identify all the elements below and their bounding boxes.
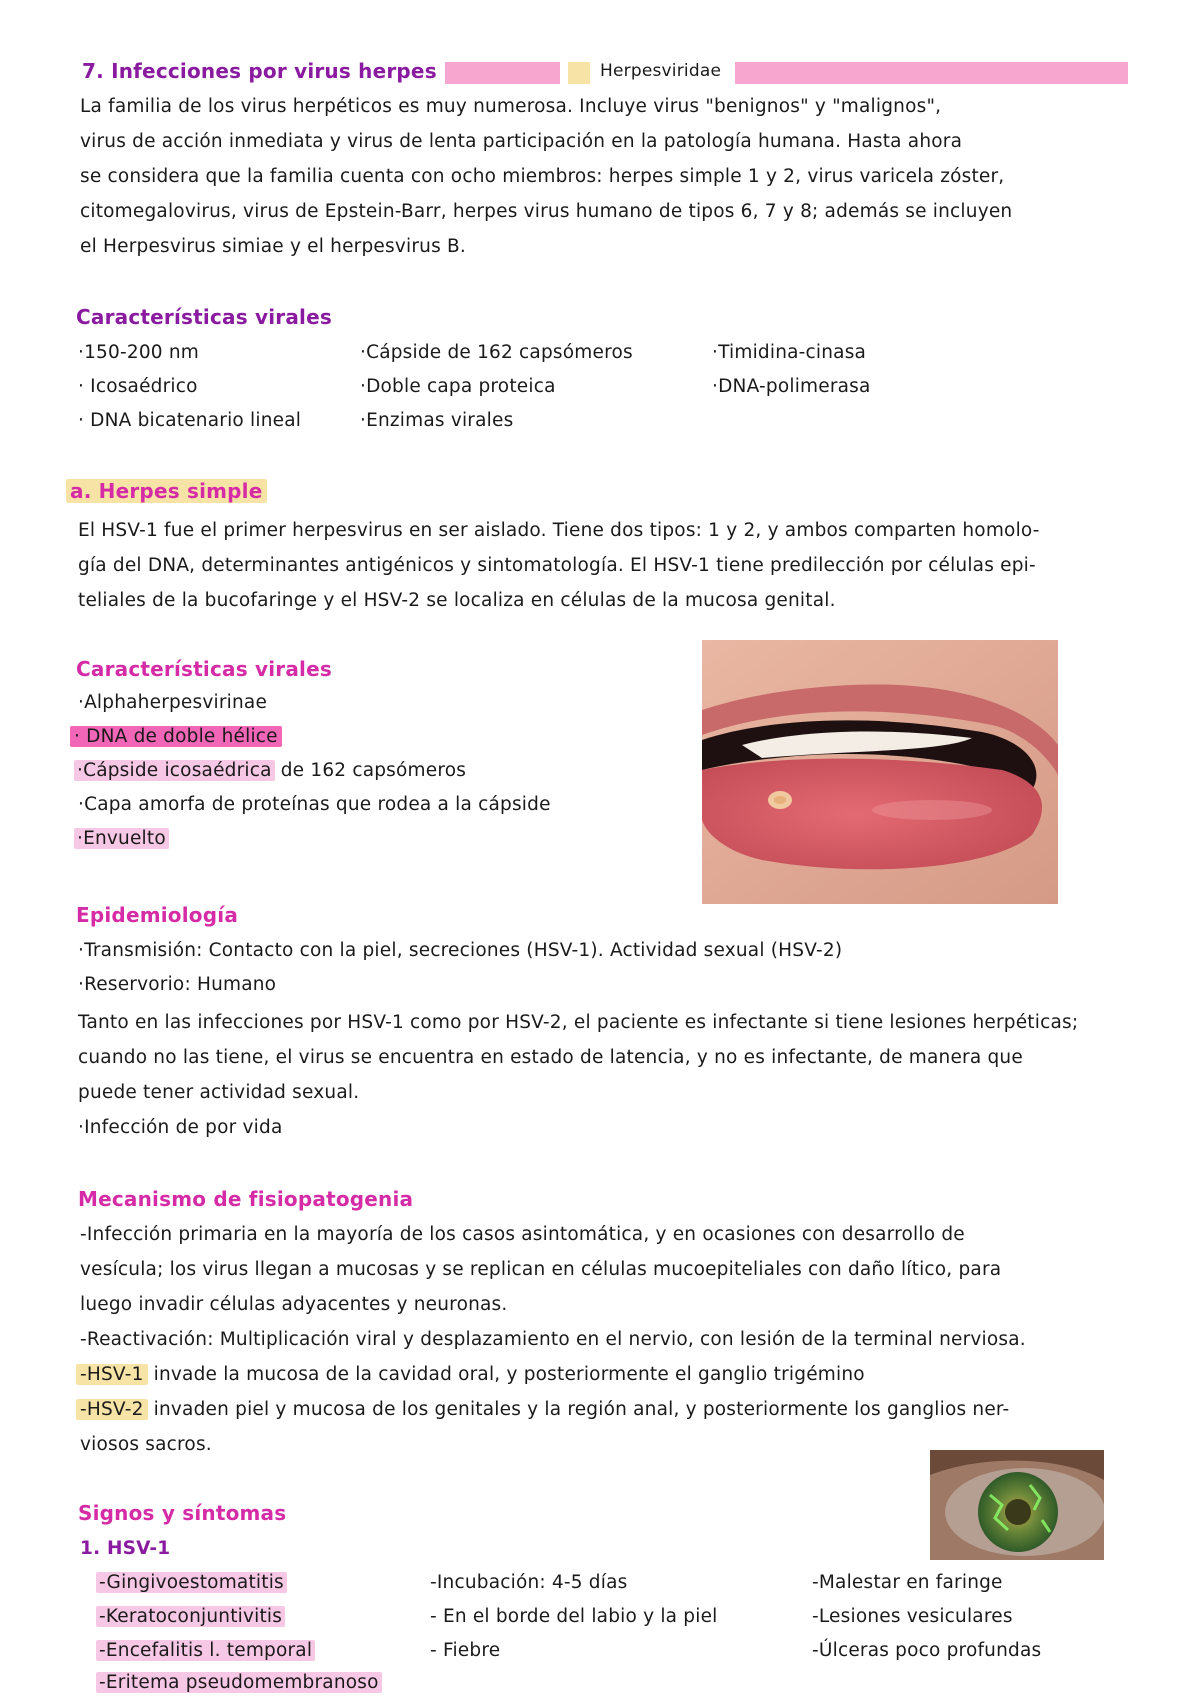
intro-line: se considera que la familia cuenta con ocho miembros: herpes simple 1 y 2, virus varicela zóster,	[80, 166, 1005, 187]
section-heading-hs-features: Características virales	[76, 657, 332, 681]
pink-highlight-bar	[445, 62, 560, 84]
feature-item: · Icosaédrico	[78, 376, 198, 397]
intro-line: citomegalovirus, virus de Epstein-Barr, herpes virus humano de tipos 6, 7 y 8; además se incluyen	[80, 201, 1013, 222]
hs-feature-highlight: · DNA de doble hélice	[70, 726, 282, 747]
section-heading-epidemiology: Epidemiología	[76, 903, 239, 927]
lip-lesion-illustration	[702, 640, 1058, 904]
feature-item: ·DNA-polimerasa	[712, 376, 871, 397]
family-name: Herpesviridae	[600, 61, 722, 81]
sign-item	[96, 1638, 315, 1664]
sign-highlight: -Eritema pseudomembranoso	[96, 1672, 382, 1693]
hs-feature-highlight: ·Envuelto	[74, 828, 169, 849]
hs-feature-item	[70, 724, 282, 750]
eye-keratitis-image	[930, 1450, 1104, 1560]
mechanism-line: -Infección primaria en la mayoría de los casos asintomática, y en ocasiones con desarrollo de	[80, 1224, 965, 1245]
feature-item: ·Enzimas virales	[360, 410, 514, 431]
section-heading-mechanism: Mecanismo de fisiopatogenia	[78, 1187, 414, 1211]
epidemiology-line: ·Transmisión: Contacto con la piel, secreciones (HSV-1). Actividad sexual (HSV-2)	[78, 940, 843, 961]
mechanism-line: vesícula; los virus llegan a mucosas y se replican en células mucoepiteliales con daño lítico, para	[80, 1259, 1002, 1280]
epidemiology-line: cuando no las tiene, el virus se encuentra en estado de latencia, y no es infectante, de manera que	[78, 1047, 1023, 1068]
sign-highlight: -Encefalitis l. temporal	[96, 1640, 315, 1661]
hsv2-text: invaden piel y mucosa de los genitales y la región anal, y posteriormente los ganglios ner-	[147, 1399, 1010, 1420]
lip-lesion-image	[702, 640, 1058, 904]
sign-item: - Fiebre	[430, 1640, 501, 1661]
hsv2-label: -HSV-2	[76, 1399, 148, 1420]
herpes-simple-line: El HSV-1 fue el primer herpesvirus en ser aislado. Tiene dos tipos: 1 y 2, y ambos comparten homolo-	[78, 520, 1040, 541]
herpes-simple-line: gía del DNA, determinantes antigénicos y sintomatología. El HSV-1 tiene predilección por células epi-	[78, 555, 1036, 576]
feature-item: · DNA bicatenario lineal	[78, 410, 302, 431]
hsv1-text: invade la mucosa de la cavidad oral, y posteriormente el ganglio trigémino	[147, 1364, 865, 1385]
herpes-simple-line: teliales de la bucofaringe y el HSV-2 se localiza en células de la mucosa genital.	[78, 590, 836, 611]
subsection-hsv1: 1. HSV-1	[80, 1538, 171, 1559]
yellow-swatch	[568, 62, 590, 84]
sign-item: -Malestar en faringe	[812, 1572, 1003, 1593]
sign-item: - En el borde del labio y la piel	[430, 1606, 718, 1627]
epidemiology-line: Tanto en las infecciones por HSV-1 como por HSV-2, el paciente es infectante si tiene lesiones herpéticas;	[78, 1012, 1079, 1033]
hs-feature-highlight: ·Cápside icosaédrica	[74, 760, 275, 781]
hs-feature-item	[74, 826, 169, 852]
mechanism-hsv1-line	[76, 1362, 865, 1388]
intro-line: virus de acción inmediata y virus de lenta participación en la patología humana. Hasta ahora	[80, 131, 963, 152]
page-title: 7. Infecciones por virus herpes	[82, 59, 437, 83]
mechanism-line: luego invadir células adyacentes y neuronas.	[80, 1294, 508, 1315]
eye-keratitis-illustration	[930, 1450, 1104, 1560]
hs-feature-rest: de 162 capsómeros	[274, 760, 467, 781]
sign-item: -Lesiones vesiculares	[812, 1606, 1013, 1627]
feature-item: ·150-200 nm	[78, 342, 200, 363]
feature-item: ·Cápside de 162 capsómeros	[360, 342, 633, 363]
epidemiology-line: puede tener actividad sexual.	[78, 1082, 360, 1103]
sign-item	[96, 1604, 285, 1630]
sign-item	[96, 1570, 287, 1596]
section-heading-herpes-simple	[66, 478, 267, 504]
section-heading-viral-features: Características virales	[76, 305, 332, 329]
hsv1-label: -HSV-1	[76, 1364, 148, 1385]
pink-highlight-bar-right	[735, 62, 1128, 84]
intro-line: el Herpesvirus simiae y el herpesvirus B.	[80, 236, 466, 257]
epidemiology-line: ·Infección de por vida	[78, 1117, 283, 1138]
sign-highlight: -Keratoconjuntivitis	[96, 1606, 285, 1627]
section-heading-signs: Signos y síntomas	[78, 1501, 287, 1525]
hs-feature-item: ·Alphaherpesvirinae	[78, 692, 268, 713]
mechanism-hsv2-line	[76, 1397, 1009, 1423]
epidemiology-line: ·Reservorio: Humano	[78, 974, 277, 995]
sign-item: -Incubación: 4-5 días	[430, 1572, 628, 1593]
feature-item: ·Doble capa proteica	[360, 376, 556, 397]
sign-item	[96, 1670, 382, 1696]
feature-item: ·Timidina-cinasa	[712, 342, 867, 363]
hs-feature-item: ·Capa amorfa de proteínas que rodea a la cápside	[78, 794, 551, 815]
herpes-simple-heading-text: a. Herpes simple	[66, 479, 267, 503]
sign-highlight: -Gingivoestomatitis	[96, 1572, 287, 1593]
mechanism-line: -Reactivación: Multiplicación viral y desplazamiento en el nervio, con lesión de la terminal nerviosa.	[80, 1329, 1026, 1350]
hs-feature-item	[74, 758, 466, 784]
mechanism-hsv2-cont: viosos sacros.	[80, 1434, 212, 1455]
sign-item: -Úlceras poco profundas	[812, 1640, 1042, 1661]
intro-line: La familia de los virus herpéticos es muy numerosa. Incluye virus "benignos" y "malignos",	[80, 96, 942, 117]
